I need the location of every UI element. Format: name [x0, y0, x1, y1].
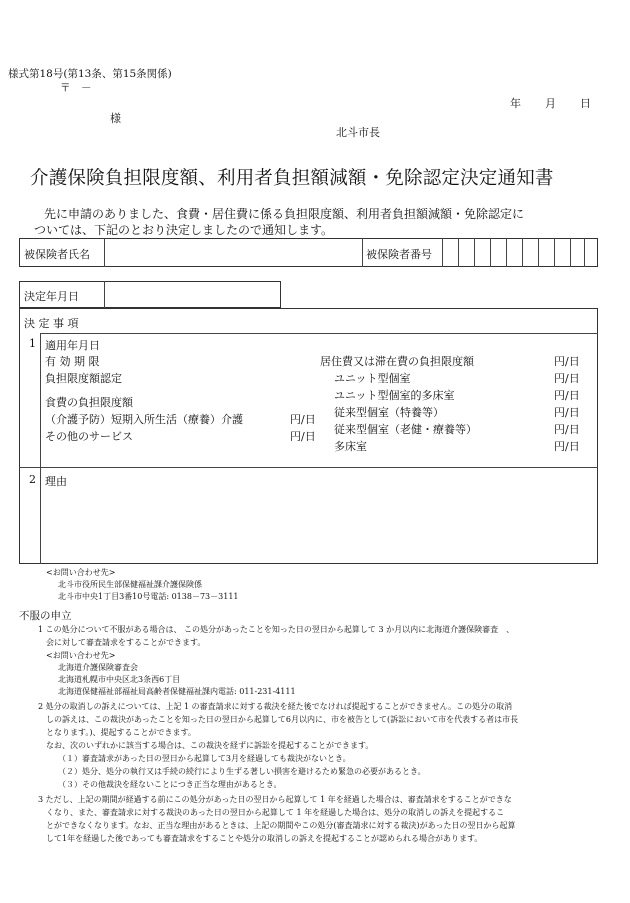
postal-mark: 〒 － [60, 82, 92, 94]
short-stay-label: （介護予防）短期入所生活（療養）介護 [45, 413, 243, 426]
date-year: 年 [510, 97, 521, 110]
objection-p2-line1: 2 処分の取消しの訴えについては、上記 1 の審査請求に対する裁決を経た後でなければ提起することができません。この処分の取消 [38, 702, 513, 711]
room-type-label: ユニット型個室的多床室 [334, 389, 455, 402]
section-1-number: 1 [29, 337, 36, 350]
form-number: 様式第18号(第13条、第15条関係) [8, 68, 172, 80]
room-type-unit: 円/日 [554, 423, 580, 436]
date-day: 日 [580, 97, 591, 110]
objection-contact-address: 北海道札幌市中央区北3条西6丁目 [58, 675, 181, 684]
objection-p3-line1: 3 ただし、上記の期間が経過する前にこの処分があった日の翌日から起算して 1 年を経過した場合は、審査請求をすることができな [38, 795, 512, 804]
contact-heading: <お問い合わせ先> [46, 568, 116, 577]
insured-number-label: 被保険者番号 [366, 248, 432, 261]
section-2-number: 2 [29, 473, 36, 486]
decision-date-label: 決定年月日 [24, 290, 79, 303]
page-title: 介護保険負担限度額、利用者負担額減額・免除認定決定通知書 [30, 168, 554, 189]
objection-p3-line4: して1年を経過した後であっても審査請求をすることや処分の取消しの訴えを提起することが認められる場合があります。 [46, 834, 483, 843]
other-services-label: その他のサービス [45, 430, 133, 443]
other-services-unit: 円/日 [290, 430, 316, 443]
residence-limit-label: 居住費又は滞在費の負担限度額 [320, 355, 474, 368]
room-type-label: 従来型個室（特養等） [334, 406, 444, 419]
contact-address: 北斗市中央1丁目3番10号電話: 0138－73－3111 [58, 592, 239, 601]
insured-name-label: 被保険者氏名 [24, 248, 90, 261]
limit-cert-label: 負担限度額認定 [45, 372, 122, 385]
objection-p3-line2: くなり、また、審査請求に対する裁決のあった日の翌日から起算して 1 年を経過した場合は、処分の取消しの訴えを提起するこ [46, 808, 505, 817]
objection-contact-tel: 北海道保健福祉部福祉局高齢者保健福祉課内電話: 011-231-4111 [58, 687, 296, 696]
objection-contact-heading: <お問い合わせ先> [46, 651, 116, 660]
objection-p2-item3: （３）その他裁決を経ないことにつき正当な理由があるとき。 [58, 780, 282, 789]
room-type-label: 多床室 [334, 440, 367, 453]
room-type-unit: 円/日 [554, 406, 580, 419]
objection-p2-line3: となります。)、提起することができます。 [46, 728, 196, 737]
intro-line-1: 先に申請のありました、食費・居住費に係る負担限度額、利用者負担額減額・免除認定に [44, 207, 525, 221]
objection-p2-item2: （２）処分、処分の執行又は手続の続行により生ずる著しい損害を避けるため緊急の必要があるとき。 [58, 767, 426, 776]
room-type-label: 従来型個室（老健・療養等） [334, 423, 477, 436]
reason-label: 理由 [45, 475, 67, 488]
objection-p2-line4: なお、次のいずれかに該当する場合は、この裁決を経ずに訴訟を提起することができます。 [46, 741, 374, 750]
residence-limit-unit: 円/日 [554, 355, 580, 368]
issuer: 北斗市長 [336, 126, 380, 139]
room-type-unit: 円/日 [554, 372, 580, 385]
food-limit-label: 食費の負担限度額 [45, 396, 133, 409]
room-type-unit: 円/日 [554, 389, 580, 402]
decision-items-label: 決 定 事 項 [24, 317, 79, 330]
objection-p3-line3: とができなくなります。なお、正当な理由があるときは、上記の期間やこの処分(審査請求に対する裁決)があった日の翌日から起算 [46, 821, 516, 830]
objection-p2-line2: しの訴えは、この裁決があったことを知った日の翌日から起算して6月以内に、市を被告として(訴訟において市を代表する者は市長 [46, 715, 519, 724]
objection-p1-line2: 会に対して審査請求をすることができます。 [46, 638, 206, 647]
objection-contact-org: 北海道介護保険審査会 [58, 663, 138, 672]
insured-row [19, 238, 598, 267]
short-stay-unit: 円/日 [290, 413, 316, 426]
date-month: 月 [545, 97, 556, 110]
apply-date-label: 適用年月日 [45, 339, 100, 352]
intro-line-2: ついては、下記のとおり決定しましたので通知します。 [34, 223, 334, 237]
addressee-suffix: 様 [110, 112, 121, 125]
room-type-unit: 円/日 [554, 440, 580, 453]
objection-p2-item1: （１）審査請求があった日の翌日から起算して3月を経過しても裁決がないとき。 [58, 754, 351, 763]
valid-period-label: 有 効 期 限 [45, 355, 100, 368]
contact-office: 北斗市役所民生部保健福祉課介護保険係 [58, 580, 202, 589]
objection-heading: 不服の申立 [19, 610, 72, 622]
objection-p1-line1: 1 この処分について不服がある場合は、 この処分があったことを知った日の翌日から起算して 3 か月以内に北海道介護保険審査 、 [38, 625, 515, 634]
room-type-label: ユニット型個室 [334, 372, 411, 385]
